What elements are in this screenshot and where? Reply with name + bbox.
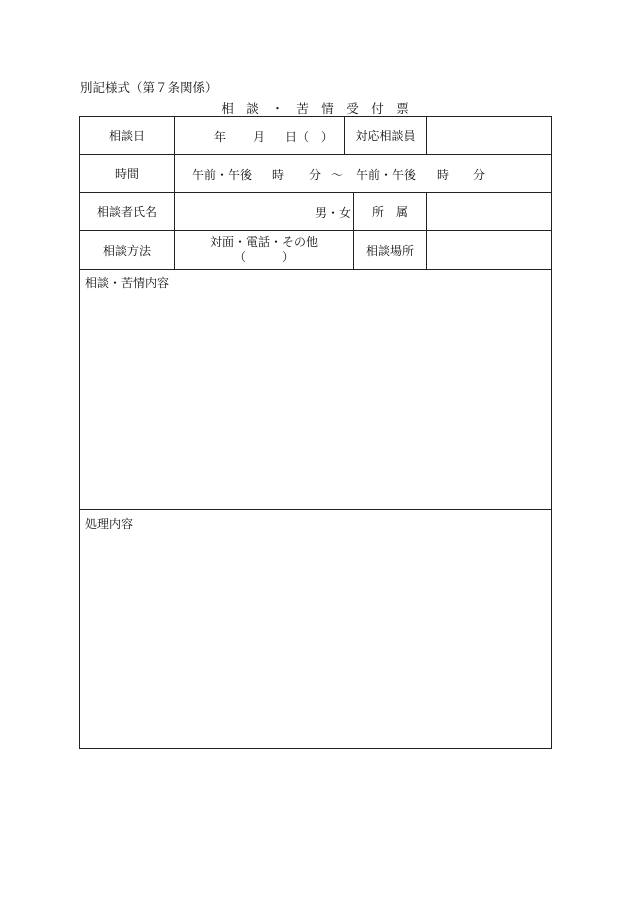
start-minute-unit: 分 — [309, 168, 322, 182]
time-label — [79, 154, 175, 193]
consultation-method-field[interactable] — [174, 230, 354, 270]
time-label-text: 時間 — [114, 167, 139, 181]
staff-field[interactable] — [426, 116, 552, 155]
consultee-name-label — [79, 192, 175, 231]
end-minute-unit: 分 — [473, 168, 486, 182]
form-reference: 別記様式（第７条関係） — [80, 80, 218, 95]
consultee-name-field[interactable] — [174, 192, 354, 231]
affiliation-label — [353, 192, 427, 231]
consultation-place-label — [353, 230, 427, 270]
affiliation-field[interactable] — [426, 192, 552, 231]
form-title: 相 談 ・ 苦 情 受 付 票 — [221, 101, 409, 116]
action-content-label: 処理内容 — [85, 517, 134, 531]
staff-label — [344, 116, 427, 155]
time-range-tilde: ～ — [331, 168, 344, 182]
gender-options: 男・女 — [315, 206, 352, 220]
consultee-name-label-text: 相談者氏名 — [96, 205, 157, 219]
action-content-area[interactable] — [79, 509, 552, 749]
start-ampm: 午前・午後 — [192, 168, 253, 182]
consultation-place-field[interactable] — [426, 230, 552, 270]
end-ampm: 午前・午後 — [356, 168, 417, 182]
year-unit: 年 — [214, 130, 227, 144]
start-hour-unit: 時 — [272, 168, 285, 182]
consultation-date-field[interactable] — [174, 116, 345, 155]
consultation-method-label — [79, 230, 175, 270]
affiliation-label-text: 所 属 — [371, 205, 408, 219]
day-weekday-unit: 日（ ） — [285, 130, 334, 144]
time-field[interactable] — [174, 154, 552, 193]
method-options: 対面・電話・その他 — [209, 235, 318, 249]
staff-label-text: 対応相談員 — [355, 129, 416, 143]
consultation-method-label-text: 相談方法 — [102, 243, 151, 258]
month-unit: 月 — [253, 130, 266, 144]
other-method-paren: （ ） — [233, 250, 294, 264]
consultation-place-label-text: 相談場所 — [365, 243, 414, 258]
end-hour-unit: 時 — [437, 168, 450, 182]
consultation-date-label-text: 相談日 — [108, 129, 145, 143]
complaint-content-area[interactable] — [79, 269, 552, 510]
consultation-date-label — [79, 116, 175, 155]
complaint-content-label: 相談・苦情内容 — [85, 276, 170, 290]
